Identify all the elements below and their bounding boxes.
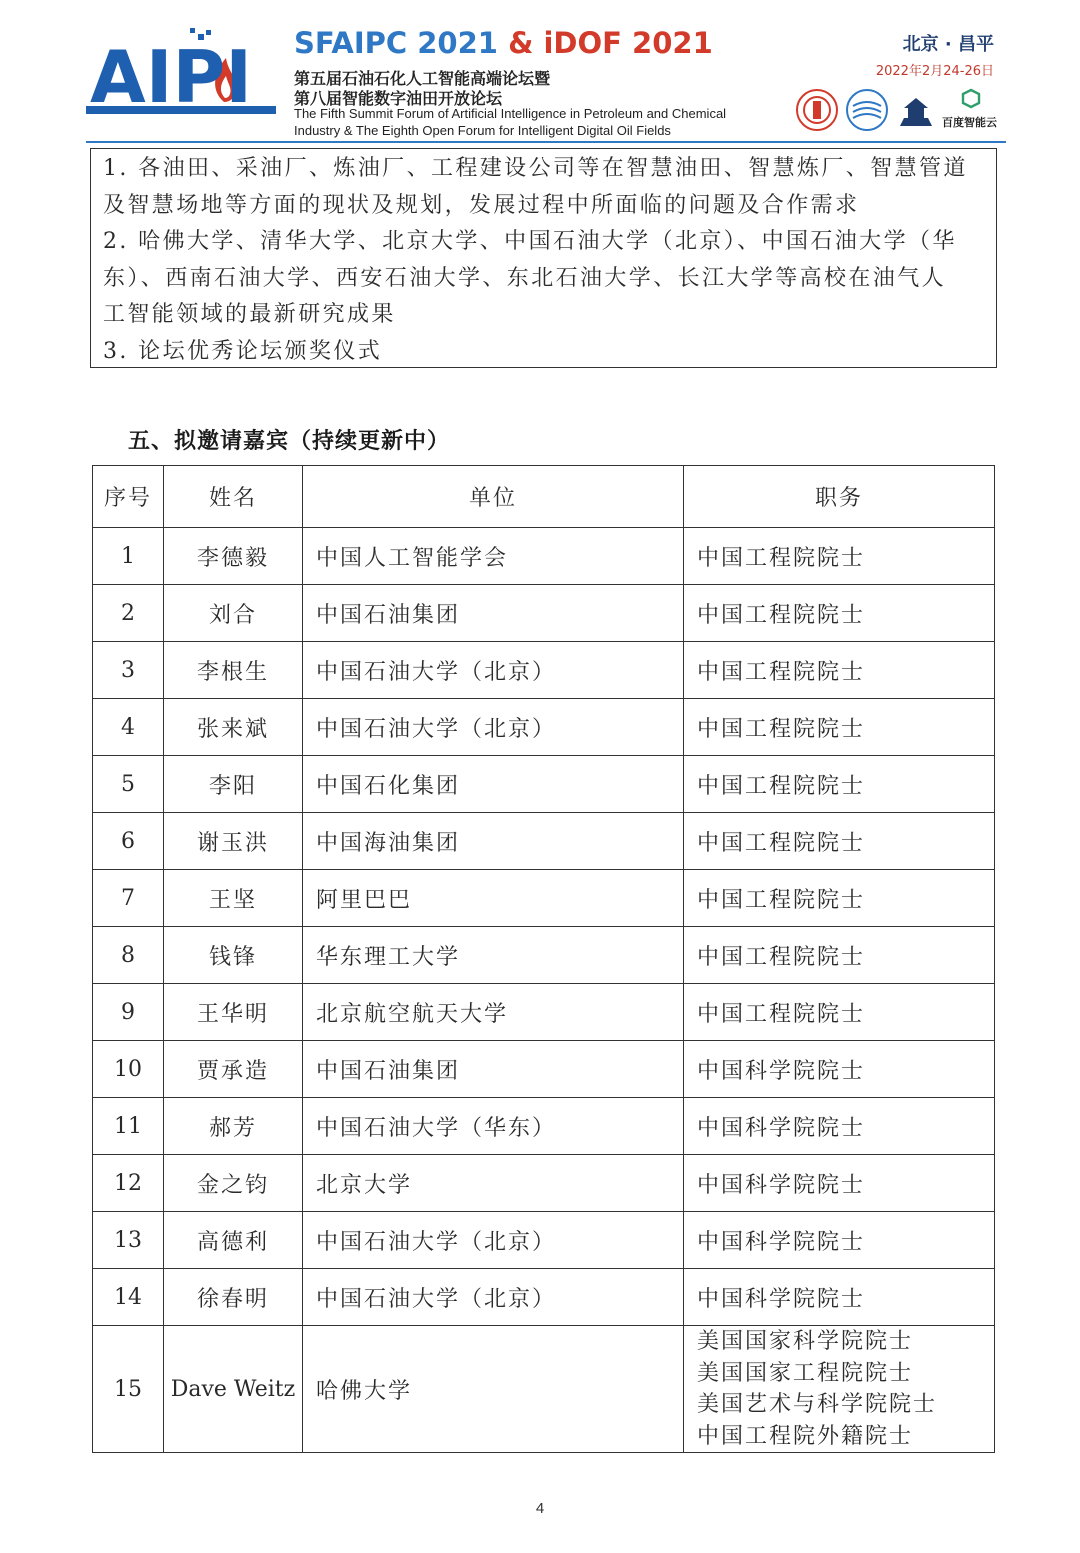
guest-title: 美国国家工程院院士 [697,1360,914,1386]
table-row [93,528,995,585]
table-row [93,1098,995,1155]
guest-name: 贾承造 [164,1041,303,1098]
guest-number: 1 [93,528,164,585]
table-row [93,756,995,813]
table-row [93,1269,995,1326]
table-row [93,1212,995,1269]
guest-title: 中国工程院院士 [684,870,995,927]
agenda-box [90,148,997,368]
idof-title: iDOF 2021 [543,26,713,60]
guest-title-list [684,1326,995,1453]
forum-subtitle-en-1: The Fifth Summit Forum of Artificial Intelligence in Petroleum and Chemical [294,106,727,121]
table-row [93,1041,995,1098]
table-row [93,927,995,984]
guest-number: 11 [93,1098,164,1155]
forum-city: 北京 · 昌平 [902,34,994,55]
guest-organization: 中国石油集团 [303,585,684,642]
guest-name: 徐春明 [164,1269,303,1326]
guest-organization: 阿里巴巴 [303,870,684,927]
cnpc-logo-icon [797,90,837,130]
guest-organization: 中国石油大学（北京） [303,642,684,699]
guest-table-body [93,528,995,1453]
guest-name: 高德利 [164,1212,303,1269]
guest-number: 4 [93,699,164,756]
section-heading: 五、拟邀请嘉宾（持续更新中） [128,429,451,454]
guest-number: 5 [93,756,164,813]
guest-title: 美国国家科学院院士 [697,1329,914,1354]
guest-title: 中国工程院院士 [684,699,995,756]
column-header-org: 单位 [303,466,684,528]
guest-name: 谢玉洪 [164,813,303,870]
svg-text:百度智能云: 百度智能云 [942,116,997,129]
column-header-no: 序号 [93,466,164,528]
guest-name: 王坚 [164,870,303,927]
guest-title: 中国工程院院士 [684,642,995,699]
guest-number: 7 [93,870,164,927]
agenda-line: 1. 各油田、采油厂、炼油厂、工程建设公司等在智慧油田、智慧炼厂、智慧管道 [103,156,968,181]
partner-logos [796,88,1002,132]
guest-organization: 中国海油集团 [303,813,684,870]
agenda-line: 工智能领域的最新研究成果 [103,302,396,328]
agenda-line: 东）、西南石油大学、西安石油大学、东北石油大学、长江大学等高校在油气人 [103,265,947,291]
guest-title: 中国工程院院士 [684,813,995,870]
guest-table [92,465,995,1453]
sfaipc-title: SFAIPC 2021 [294,26,498,60]
guest-organization: 北京航空航天大学 [303,984,684,1041]
table-header-row [93,466,995,528]
column-header-name: 姓名 [164,466,303,528]
guest-name: 张来斌 [164,699,303,756]
guest-name: 钱锋 [164,927,303,984]
guest-organization: 中国石油集团 [303,1041,684,1098]
guest-organization: 北京大学 [303,1155,684,1212]
page-number: 4 [535,1500,545,1517]
aipi-logo [86,28,276,120]
table-row [93,642,995,699]
column-header-title: 职务 [684,466,995,528]
guest-name: 金之钧 [164,1155,303,1212]
guest-organization: 中国石油大学（北京） [303,699,684,756]
guest-number: 9 [93,984,164,1041]
guest-organization: 华东理工大学 [303,927,684,984]
table-row [93,699,995,756]
guest-title: 美国艺术与科学院院士 [697,1392,938,1417]
svg-text:AIPI: AIPI [90,35,253,119]
guest-name: 王华明 [164,984,303,1041]
guest-number: 8 [93,927,164,984]
header-divider [86,141,1006,143]
table-row [93,1326,995,1453]
table-row [93,1155,995,1212]
table-row [93,870,995,927]
forum-subtitle-cn-1: 第五届石油石化人工智能高端论坛暨 [294,69,551,88]
guest-organization: 中国石油大学（北京） [303,1212,684,1269]
guest-title: 中国工程院院士 [684,528,995,585]
guest-number: 13 [93,1212,164,1269]
guest-organization: 哈佛大学 [303,1326,684,1453]
guest-number: 15 [93,1326,164,1453]
guest-organization: 中国石化集团 [303,756,684,813]
agenda-line: 3. 论坛优秀论坛颁奖仪式 [103,338,383,364]
table-row [93,984,995,1041]
page-header [0,0,1080,146]
guest-organization: 中国石油大学（华东） [303,1098,684,1155]
guest-number: 10 [93,1041,164,1098]
university-logo-icon [847,90,887,130]
agenda-line: 2. 哈佛大学、清华大学、北京大学、中国石油大学（北京）、中国石油大学（华 [103,229,957,255]
guest-name: 郝芳 [164,1098,303,1155]
guest-organization: 中国人工智能学会 [303,528,684,585]
guest-title: 中国工程院院士 [684,585,995,642]
guest-title: 中国科学院院士 [684,1098,995,1155]
table-row [93,585,995,642]
agenda-line: 及智慧场地等方面的现状及规划，发展过程中所面临的问题及合作需求 [103,192,860,218]
guest-name: Dave Weitz [164,1326,303,1453]
guest-title: 中国工程院院士 [684,927,995,984]
guest-title: 中国科学院院士 [684,1212,995,1269]
guest-name: 李阳 [164,756,303,813]
guest-title: 中国工程院院士 [684,756,995,813]
guest-number: 14 [93,1269,164,1326]
forum-date: 2022年2月24-26日 [875,64,994,79]
forum-subtitle-cn-2: 第八届智能数字油田开放论坛 [294,89,503,108]
guest-number: 6 [93,813,164,870]
guest-number: 3 [93,642,164,699]
changping-logo-icon [900,98,932,126]
guest-number: 12 [93,1155,164,1212]
forum-title [294,26,713,60]
guest-name: 李根生 [164,642,303,699]
guest-organization: 中国石油大学（北京） [303,1269,684,1326]
guest-name: 刘合 [164,585,303,642]
table-row [93,813,995,870]
guest-name: 李德毅 [164,528,303,585]
guest-title: 中国工程院外籍院士 [697,1423,914,1449]
guest-title: 中国科学院院士 [684,1041,995,1098]
guest-title: 中国科学院院士 [684,1155,995,1212]
title-ampersand: & [508,26,534,60]
guest-title: 中国科学院院士 [684,1269,995,1326]
baidu-cloud-logo-icon [942,90,997,129]
forum-subtitle-en-2: Industry & The Eighth Open Forum for Intelligent Digital Oil Fields [294,123,671,138]
guest-title: 中国工程院院士 [684,984,995,1041]
guest-number: 2 [93,585,164,642]
